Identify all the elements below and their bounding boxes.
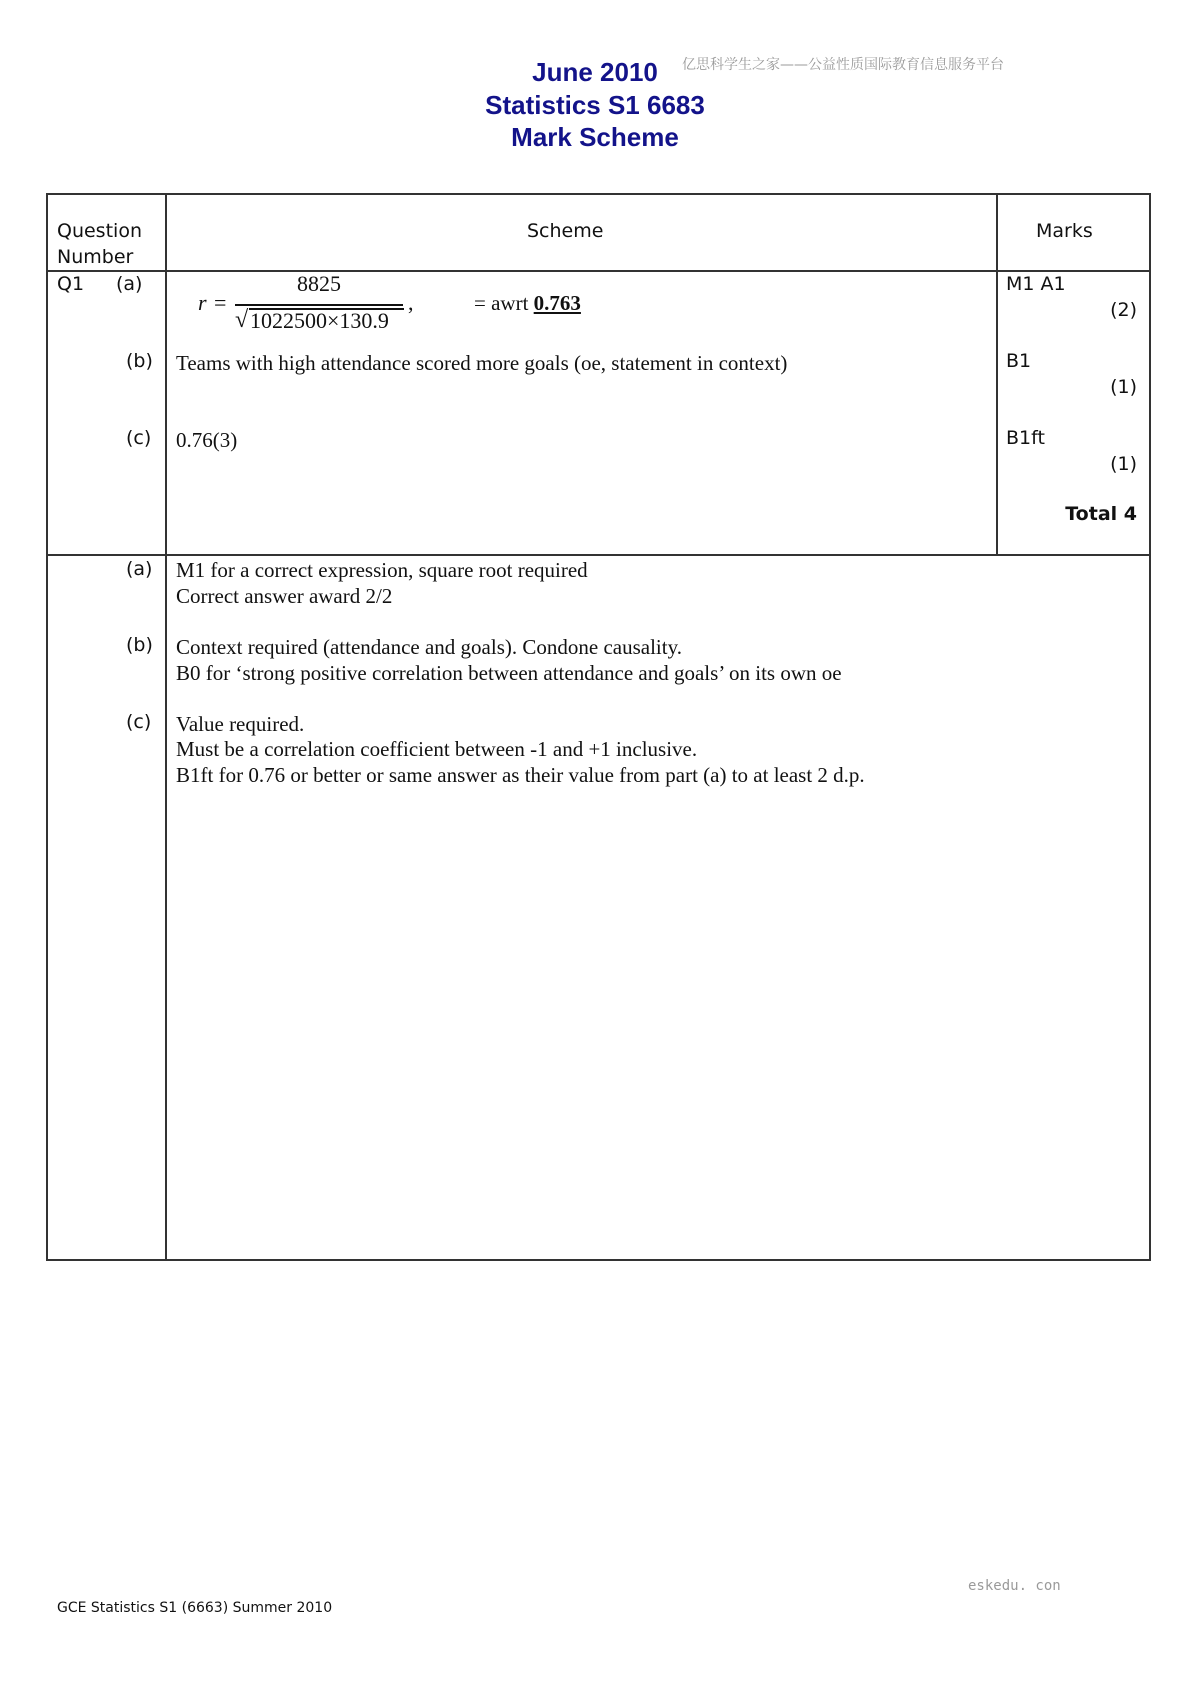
part-label-c: (c) — [126, 427, 152, 449]
note-part-label-c: (c) — [126, 711, 152, 733]
watermark-bottom: eskedu. con — [968, 1578, 1061, 1594]
note-b-line-1: Context required (attendance and goals). Condone causality. — [176, 635, 682, 659]
table-header-divider — [46, 270, 1151, 272]
subtotal-c: (1) — [1110, 453, 1137, 475]
header-scheme: Scheme — [527, 220, 604, 242]
answer-a-prefix: = awrt — [474, 291, 529, 315]
part-label-a: (a) — [116, 273, 143, 295]
note-a-line-2: Correct answer award 2/2 — [176, 584, 393, 608]
subtotal-b: (1) — [1110, 376, 1137, 398]
table-border-bottom — [46, 1259, 1151, 1261]
formula-r-symbol: r — [198, 290, 207, 315]
table-border-right — [1149, 193, 1151, 1260]
header-question: Question — [57, 220, 142, 242]
marks-c: B1ft — [1006, 427, 1045, 449]
formula-numerator: 8825 — [297, 271, 341, 296]
table-section-divider — [46, 554, 1151, 556]
formula-equals: = — [214, 290, 227, 315]
title-mark-scheme: Mark Scheme — [511, 122, 679, 152]
note-part-label-a: (a) — [126, 558, 153, 580]
header-marks: Marks — [1036, 220, 1093, 242]
subtotal-a: (2) — [1110, 299, 1137, 321]
answer-c: 0.76(3) — [176, 428, 238, 452]
marks-a: M1 A1 — [1006, 273, 1066, 295]
formula-comma: , — [408, 290, 414, 315]
title-paper: Statistics S1 6683 — [485, 90, 705, 120]
correlation-formula — [198, 273, 423, 337]
sqrt-sign: √ — [235, 307, 249, 333]
note-c-line-1: Value required. — [176, 712, 305, 736]
answer-b: Teams with high attendance scored more goals (oe, statement in context) — [176, 351, 788, 375]
title-date: June 2010 — [532, 57, 658, 87]
table-border-left — [46, 193, 48, 1260]
part-label-b: (b) — [126, 350, 153, 372]
note-part-label-b: (b) — [126, 634, 153, 656]
table-question-column-divider — [165, 193, 167, 1260]
header-number: Number — [57, 246, 134, 268]
answer-a — [474, 291, 581, 316]
page-footer: GCE Statistics S1 (6663) Summer 2010 — [57, 1600, 333, 1616]
note-c-line-2: Must be a correlation coefficient between -1 and +1 inclusive. — [176, 737, 698, 761]
table-marks-column-divider — [996, 193, 998, 555]
question-label-q1: Q1 — [57, 273, 85, 295]
note-c-line-3: B1ft for 0.76 or better or same answer as their value from part (a) to at least 2 d.p. — [176, 763, 865, 787]
note-b-line-2: B0 for ‘strong positive correlation between attendance and goals’ on its own oe — [176, 661, 842, 685]
marks-b: B1 — [1006, 350, 1032, 372]
formula-denominator: 1022500×130.9 — [250, 308, 389, 333]
total-marks: Total 4 — [1065, 503, 1137, 525]
table-border-top — [46, 193, 1151, 195]
fraction-bar — [235, 304, 403, 306]
watermark-top: 亿思科学生之家——公益性质国际教育信息服务平台 — [682, 57, 1004, 73]
note-a-line-1: M1 for a correct expression, square root required — [176, 558, 588, 582]
answer-a-value: 0.763 — [533, 291, 581, 315]
